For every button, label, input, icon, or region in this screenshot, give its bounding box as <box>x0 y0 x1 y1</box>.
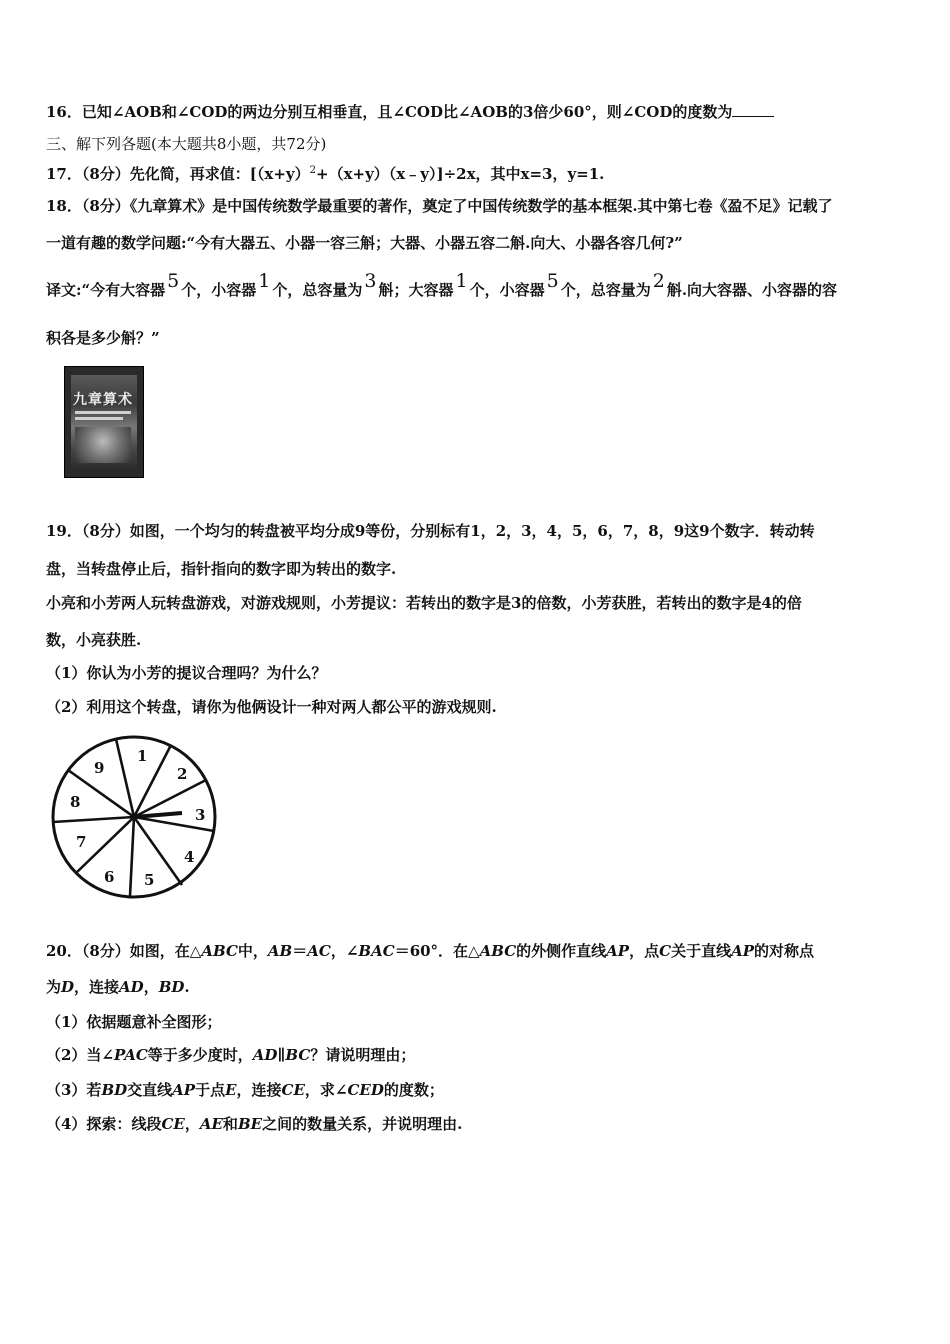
book-cover-title: 九章算术 <box>73 392 133 408</box>
translation-text: 个，总容量为 <box>560 281 651 299</box>
q20-text: ？请说明理由； <box>310 1046 416 1064</box>
q20-text: （4）探索：线段 <box>46 1115 162 1133</box>
question-18-line-3 <box>46 270 910 301</box>
num-large-b: 1 <box>455 270 468 292</box>
q20-text: ，∠ <box>330 942 359 960</box>
book-cover-subtitle-line <box>75 411 131 414</box>
question-18-text-4: 积各是多少斛？” <box>46 329 160 347</box>
q20-text: ，求∠ <box>304 1081 348 1099</box>
num-total-a: 3 <box>364 270 377 292</box>
question-20-sub-2 <box>46 1044 910 1066</box>
question-16 <box>46 101 910 123</box>
q20-var: CE <box>161 1115 185 1133</box>
q20-var: AE <box>199 1115 223 1133</box>
q20-text: 关于直线 <box>671 942 732 960</box>
num-total-b: 2 <box>652 270 665 292</box>
q20-text: 20．（8分）如图，在△ <box>46 942 202 960</box>
wheel-label-3: 3 <box>195 806 206 824</box>
question-19-line-2 <box>46 558 910 580</box>
translation-text: 斛.向大容器、小容器的容 <box>666 281 838 299</box>
q20-text: 和 <box>222 1115 238 1133</box>
q20-var: ABC <box>479 942 517 960</box>
q20-var: BD <box>158 978 185 996</box>
question-17-text-b: +（x+y）（x﹣y）]÷2x，其中x=3，y=1. <box>316 165 605 183</box>
q20-text: 的度数； <box>383 1081 444 1099</box>
q20-text: 于点 <box>195 1081 226 1099</box>
question-18-line-1 <box>46 195 910 217</box>
q20-var: AD <box>119 978 144 996</box>
question-19-line-4 <box>46 629 910 651</box>
question-17 <box>46 160 910 185</box>
q20-var: ABC <box>201 942 238 960</box>
question-20-sub-4 <box>46 1113 910 1135</box>
question-19-sub-2-text: （2）利用这个转盘，请你为他俩设计一种对两人都公平的游戏规则. <box>46 698 497 716</box>
q20-var: AC <box>307 942 331 960</box>
q20-text: 的对称点 <box>754 942 815 960</box>
wheel-label-4: 4 <box>184 848 195 866</box>
answer-blank <box>732 102 774 117</box>
q20-text: 之间的数量关系，并说明理由. <box>262 1115 463 1133</box>
question-19-text-2: 盘，当转盘停止后，指针指向的数字即为转出的数字. <box>46 560 397 578</box>
question-20-line-1 <box>46 940 910 962</box>
q20-text: 交直线 <box>127 1081 173 1099</box>
q20-text: ， <box>143 978 159 996</box>
translation-text: 个，小容器 <box>181 281 257 299</box>
question-18-text-1: 18．（8分）《九章算术》是中国传统数学最重要的著作，奠定了中国传统数学的基本框架.其中第七卷《盈不足》记载了 <box>46 197 833 215</box>
q20-text: ，点 <box>629 942 660 960</box>
q20-var: AD <box>252 1046 278 1064</box>
q20-var: D <box>61 978 75 996</box>
q20-text: （2）当∠ <box>46 1046 115 1064</box>
q20-var: CE <box>281 1081 305 1099</box>
question-19-sub-1 <box>46 662 910 684</box>
question-19-text-1: 19．（8分）如图，一个均匀的转盘被平均分成9等份，分别标有1，2，3，4，5，6，7，8，9这9个数字．转动转 <box>46 522 815 540</box>
book-cover-illustration <box>75 427 131 463</box>
q20-text: ＝60°．在△ <box>394 942 480 960</box>
q20-text: ∥ <box>277 1046 286 1064</box>
wheel-label-7: 7 <box>76 833 87 851</box>
wheel-label-5: 5 <box>144 871 155 889</box>
spinner-wheel <box>50 735 220 900</box>
section-3-title <box>46 133 910 155</box>
num-small-b: 5 <box>546 270 559 292</box>
wheel-label-1: 1 <box>137 747 148 765</box>
q20-text: . <box>184 978 190 996</box>
q20-var: AP <box>172 1081 196 1099</box>
translation-text: 斛；大容器 <box>378 281 454 299</box>
translation-text: 个，小容器 <box>469 281 545 299</box>
q20-var: BAC <box>358 942 395 960</box>
num-small-a: 1 <box>258 270 271 292</box>
question-20-sub-1 <box>46 1011 910 1033</box>
q20-var: AP <box>731 942 754 960</box>
question-19-line-1 <box>46 520 910 542</box>
num-large-a: 5 <box>167 270 180 292</box>
q20-text: （3）若 <box>46 1081 102 1099</box>
q20-text: 为 <box>46 978 62 996</box>
question-20-line-2 <box>46 976 910 998</box>
question-16-text: 16．已知∠AOB和∠COD的两边分别互相垂直，且∠COD比∠AOB的3倍少60°，则∠COD的度数为 <box>46 103 733 121</box>
wheel-label-9: 9 <box>94 759 105 777</box>
translation-text: 个，总容量为 <box>272 281 363 299</box>
question-20-sub-3 <box>46 1079 910 1101</box>
q20-sub-1-text: （1）依据题意补全图形； <box>46 1013 222 1031</box>
q20-text: ＝ <box>292 942 308 960</box>
exponent: 2 <box>309 165 317 176</box>
wheel-label-8: 8 <box>70 793 81 811</box>
q20-text: ， <box>184 1115 200 1133</box>
q20-var: BE <box>237 1115 263 1133</box>
question-18-text-2: 一道有趣的数学问题:“今有大器五、小器一容三斛；大器、小器五容二斛.向大、小器各容几何?” <box>46 234 683 252</box>
question-18-line-4 <box>46 327 910 349</box>
book-cover-image <box>64 366 144 478</box>
q20-text: ，连接 <box>236 1081 282 1099</box>
question-18-line-2 <box>46 232 910 254</box>
translation-text: 译文:“今有大容器 <box>46 281 166 299</box>
question-19-line-3 <box>46 592 910 614</box>
q20-text: 的外侧作直线 <box>516 942 607 960</box>
q20-var: AP <box>606 942 630 960</box>
question-19-sub-2 <box>46 696 910 718</box>
question-19-text-3: 小亮和小芳两人玩转盘游戏，对游戏规则，小芳提议：若转出的数字是3的倍数，小芳获胜，若转出的数字是4的倍 <box>46 594 802 612</box>
book-cover-subtitle-line <box>75 417 123 420</box>
q20-var: E <box>225 1081 237 1099</box>
q20-text: 中， <box>237 942 268 960</box>
q20-var: BC <box>285 1046 311 1064</box>
q20-text: ，连接 <box>74 978 120 996</box>
wheel-label-6: 6 <box>104 868 115 886</box>
section-3-title-text: 三、解下列各题(本大题共8小题，共72分) <box>46 135 327 153</box>
q20-var: PAC <box>114 1046 148 1064</box>
wheel-label-2: 2 <box>177 765 188 783</box>
q20-var: AB <box>267 942 293 960</box>
q20-var: C <box>659 942 672 960</box>
question-19-sub-1-text: （1）你认为小芳的提议合理吗？为什么？ <box>46 664 327 682</box>
question-19-text-4: 数，小亮获胜. <box>46 631 142 649</box>
q20-var: BD <box>101 1081 128 1099</box>
question-17-text-a: 17．（8分）先化简，再求值：[（x+y） <box>46 165 310 183</box>
q20-text: 等于多少度时， <box>147 1046 253 1064</box>
q20-var: CED <box>347 1081 384 1099</box>
